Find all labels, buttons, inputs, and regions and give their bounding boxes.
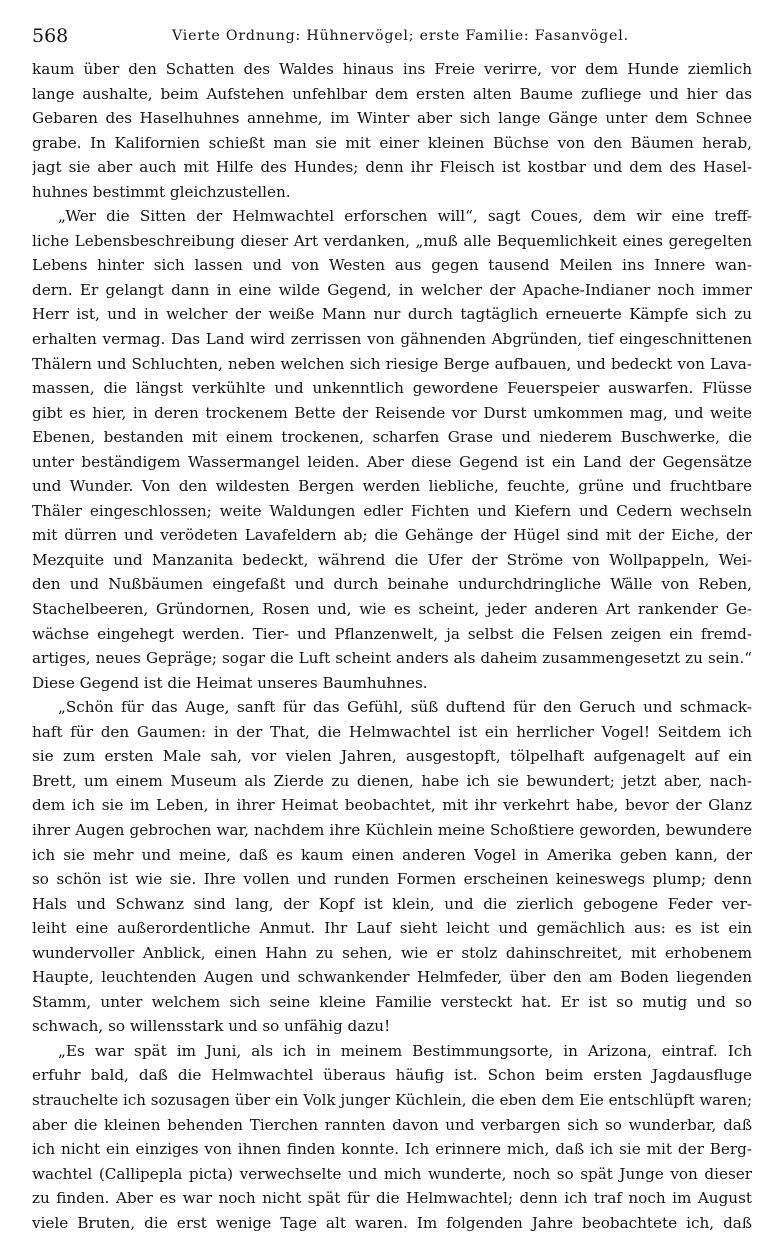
text-line: und Wunder. Von den wildesten Bergen werden liebliche, feuchte, grüne und fruchtbare	[32, 477, 752, 496]
text-line: dem ich sie im Leben, in ihrer Heimat beobachtet, mit ihr verkehrt habe, bevor der Glanz	[32, 796, 752, 815]
running-title: Vierte Ordnung: Hühnervögel; erste Familie: Fasanvögel.	[172, 28, 629, 44]
text-line: wachtel (Callipepla picta) verwechselte und mich wunderte, noch so spät Junge von dieser	[32, 1164, 752, 1183]
text-line: Diese Gegend ist die Heimat unseres Baumhuhnes.	[32, 673, 428, 692]
text-line: leiht eine außerordentliche Anmut. Ihr Lauf sieht leicht und gemächlich aus: es ist ein	[32, 919, 752, 938]
text-line: Ebenen, bestanden mit einem trockenen, scharfen Grase und niederem Buschwerke, die	[32, 428, 752, 447]
text-line: grabe. In Kalifornien schießt man sie mit einer kleinen Büchse von den Bäumen herab,	[32, 133, 752, 152]
text-line: Gebaren des Haselhuhnes annehme, im Winter aber sich lange Gänge unter dem Schnee	[32, 109, 752, 128]
text-line: kaum über den Schatten des Waldes hinaus ins Freie verirre, vor dem Hunde ziemlich	[32, 60, 752, 78]
text-line: Herr ist, und in welcher der weiße Mann nur durch tagtäglich erneuerte Kämpfe sich zu	[32, 305, 752, 324]
text-line: mit dürren und verödeten Lavafeldern ab; die Gehänge der Hügel sind mit der Eiche, der	[32, 526, 752, 545]
text-line: so schön ist wie sie. Ihre vollen und runden Formen erscheinen keineswegs plump; denn	[32, 870, 752, 889]
text-line: strauchelte ich sozusagen über ein Volk junger Küchlein, die eben dem Eie entschlüpft waren;	[32, 1090, 752, 1109]
page-number: 568	[32, 25, 69, 47]
text-line: den und Nußbäumen eingefaßt und durch beinahe undurchdringliche Wälle von Reben,	[32, 575, 752, 594]
text-line: „Schön für das Auge, sanft für das Gefühl, süß duftend für den Geruch und schmack-	[58, 698, 752, 717]
text-line: Mezquite und Manzanita bedeckt, während die Ufer der Ströme von Wollpappeln, Wei-	[32, 550, 752, 569]
text-line: sie zum ersten Male sah, vor vielen Jahren, ausgestopft, tölpelhaft aufgenagelt auf ein	[32, 747, 752, 766]
running-head	[32, 22, 756, 50]
text-line: erhalten vermag. Das Land wird zerrissen von gähnenden Abgründen, tief eingeschnittenen	[32, 330, 752, 349]
text-line: Lebens hinter sich lassen und von Westen aus gegen tausend Meilen ins Innere wan-	[32, 256, 752, 275]
text-line: „Wer die Sitten der Helmwachtel erforschen will“, sagt Coues, dem wir eine treff-	[58, 207, 752, 226]
text-line: aber die kleinen behenden Tierchen rannten davon und verbargen sich so wunderbar, daß	[32, 1115, 752, 1134]
text-line: wächse eingehegt werden. Tier- und Pflanzenwelt, ja selbst die Felsen zeigen ein fremd-	[32, 624, 752, 643]
text-line: zu finden. Aber es war noch nicht spät für die Helmwachtel; denn ich traf noch im August	[32, 1189, 752, 1208]
text-line: unter beständigem Wassermangel leiden. Aber diese Gegend ist ein Land der Gegensätze	[32, 452, 752, 471]
text-line: schwach, so willensstark und so unfähig dazu!	[32, 1017, 391, 1036]
text-line: gibt es hier, in deren trockenem Bette der Reisende vor Durst umkommen mag, und weite	[32, 403, 752, 422]
text-line: Thäler eingeschlossen; weite Waldungen edler Fichten und Kiefern und Cedern wechseln	[32, 501, 752, 520]
text-line: Brett, um einem Museum als Zierde zu dienen, habe ich sie bewundert; jetzt aber, nach-	[32, 771, 752, 790]
text-line: viele Bruten, die erst wenige Tage alt waren. Im folgenden Jahre beobachtete ich, daß	[32, 1213, 752, 1232]
text-line: huhnes bestimmt gleichzustellen.	[32, 182, 291, 201]
text-line: massen, die längst verkühlte und unkenntlich gewordene Feuerspeier auswarfen. Flüsse	[32, 379, 752, 398]
body-text	[32, 57, 752, 1235]
text-line: erfuhr bald, daß die Helmwachtel überaus häufig ist. Schon beim ersten Jagdausfluge	[32, 1066, 752, 1085]
text-line: Stamm, unter welchem sich seine kleine Familie versteckt hat. Er ist so mutig und so	[32, 992, 752, 1011]
text-line: wundervoller Anblick, einen Hahn zu sehen, wie er stolz dahinschreitet, mit erhobenem	[32, 943, 752, 962]
text-line: ich sie mehr und meine, daß es kaum einen anderen Vogel in Amerika geben kann, der	[32, 845, 752, 864]
text-line: ihrer Augen gebrochen war, nachdem ihre Küchlein meine Schoßtiere geworden, bewundere	[32, 820, 752, 839]
text-line: Haupte, leuchtenden Augen und schwankender Helmfeder, über den am Boden liegenden	[32, 968, 752, 987]
text-line: artiges, neues Gepräge; sogar die Luft scheint anders als daheim zusammengesetzt zu sein.“	[32, 649, 752, 668]
text-line: lange aushalte, beim Aufstehen unfehlbar dem ersten alten Baume zufliege und hier das	[32, 84, 752, 103]
text-line: ich nicht ein einziges von ihnen finden konnte. Ich erinnere mich, daß ich sie mit der Berg-	[32, 1140, 752, 1159]
text-line: dern. Er gelangt dann in eine wilde Gegend, in welcher der Apache-Indianer noch immer	[32, 280, 752, 299]
text-line: Stachelbeeren, Gründornen, Rosen und, wie es scheint, jeder anderen Art rankender Ge-	[32, 600, 752, 619]
text-line: jagt sie aber auch mit Hilfe des Hundes; denn ihr Fleisch ist kostbar und dem des Hasel-	[32, 158, 752, 177]
text-line: Thälern und Schluchten, neben welchen sich riesige Berge aufbauen, und bedeckt von Lava-	[32, 354, 752, 373]
text-line: liche Lebensbeschreibung dieser Art verdanken, „muß alle Bequemlichkeit eines geregelten	[32, 231, 752, 250]
text-line: Hals und Schwanz sind lang, der Kopf ist klein, und die zierlich gebogene Feder ver-	[32, 894, 752, 913]
text-line: haft für den Gaumen: in der That, die Helmwachtel ist ein herrlicher Vogel! Seitdem ich	[32, 722, 752, 741]
text-line: „Es war spät im Juni, als ich in meinem Bestimmungsorte, in Arizona, eintraf. Ich	[58, 1041, 752, 1060]
